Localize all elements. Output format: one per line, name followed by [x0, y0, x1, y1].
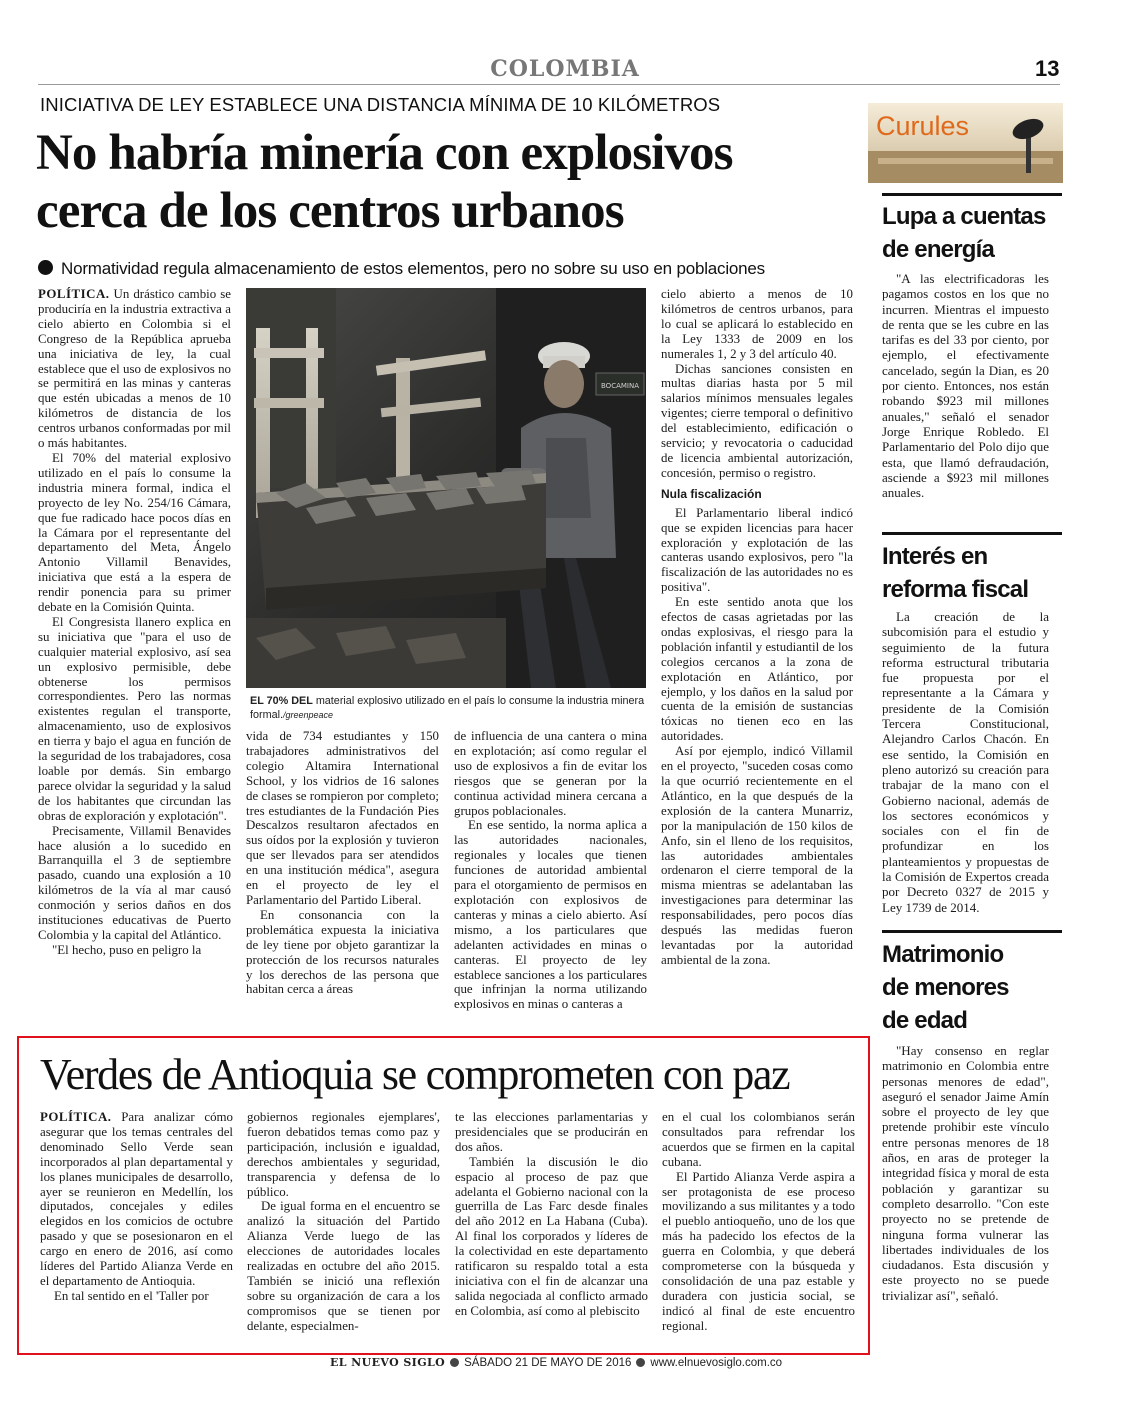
bullet-dot-icon: [38, 260, 53, 275]
article-column-2: [246, 729, 439, 997]
photo-caption: EL 70% DEL material explosivo utilizado en el país lo consume la industria minera formal./greenpeace: [250, 695, 645, 721]
header-rule: [38, 84, 1060, 85]
podium-microphone-icon: [868, 103, 1063, 183]
article-column-4: [661, 287, 853, 968]
sidebar-item-text: La creación de la subcomisión para el estudio y seguimiento de la futura reforma estructural tributaria fue propuesta por el representante a la Cámara y presidente de la Comisión Tercera Constitucional, Alejandro Carlos Chacón. En ese sentido, la Comisión en pleno autorizó su creación para trabajar de la mano con el Gobierno nacional, además de los sectores económicos y sociales con el fin de profundizar en los planteamientos y propuestas de la Comisión de Expertos creada por Decreto 0327 de 2015 y Ley 1739 de 2014.: [882, 609, 1049, 915]
miner-mine-cart-image: [246, 288, 646, 688]
sidebar-rule: [882, 532, 1062, 535]
paragraph: vida de 734 estudiantes y 150 trabajadores administrativos del colegio Altamira International School, y los vidrios de 16 salones de clases se rompieron por completo; tres estudiantes de la Fundación Pies Descalzos resultaron afectados en sus oídos por la explosión y tuvieron que ser llevados para ser atendidos en una institución médica", asegura en el proyecto de ley el Parlamentario del Partido Liberal.: [246, 729, 439, 907]
article-subheadline: [38, 259, 868, 279]
paragraph: En este sentido anota que los efectos de casas agrietadas por las ondas explosivas, el riesgo para la población infantil y estudiantil de los colegios cercanos a la zona de explotación en Atlántico, por ejemplo, y los daños en la salud por cuenta de la emisión de sustancias tóxicas no tienen eco en las autoridades.: [661, 595, 853, 744]
boxed-column-2: [247, 1110, 440, 1334]
boxed-column-1: [40, 1110, 233, 1304]
sidebar-item-text: "A las electrificadoras les pagamos costos en los que no incurren. Mientras el impuesto de renta que se les cubre en las tarifas es del 33 por ciento, por ejemplo, el efectivamente cancelado, según la Dian, es 20 por ciento. Entonces, nos están robando $923 mil millones anuales," señaló el senador Jorge Enrique Robledo. El Parlamentario del Polo dijo que esta, que llamó defraudación, asciende a $923 mil millones anuales.: [882, 271, 1049, 501]
sidebar-item-title: Interés en reforma fiscal: [882, 543, 1029, 603]
curules-label: Curules: [876, 111, 970, 141]
paragraph: El Partido Alianza Verde aspira a ser protagonista de ese proceso movilizando a sus militantes y a todo el pueblo antioqueño, uno de los que más ha padecido los efectos de la guerra en Colombia, y que deberá comprometerse con la búsqueda y consolidación de una paz estable y duradera con justicia social, se indicó al final de este encuentro regional.: [662, 1169, 855, 1333]
paragraph: de influencia de una cantera o mina en explotación; así como regular el uso de explosivos a fin de evitar los riesgos que se generan por la continua actividad minera cercana a grupos poblacionales.: [454, 729, 647, 818]
article-headline: [36, 124, 866, 240]
paragraph: En consonancia con la problemática expuesta la iniciativa de ley tiene por objeto garantizar la protección de los recursos naturales y los derechos de las persona que habitan cerca a áreas: [246, 907, 439, 997]
paragraph: El Congresista llanero explica en su iniciativa que "para el uso de cualquier material explosivo, así sea un explosivo permisible, debe obtenerse los permisos correspondientes. Pero las normas existentes regulan el transporte, almacenamiento, uso de explosivos en tierra y bajo el agua en función de la seguridad de los trabajadores, cosa loable por demás. Sin embargo parece olvidar la seguridad y la salud de los habitantes que circundan las obras de exploración y explotación".: [38, 614, 231, 823]
paragraph: en el cual los colombianos serán consultados para refrendar los acuerdos que se firmen en la capital cubana.: [662, 1110, 855, 1169]
sidebar-rule: [882, 193, 1062, 196]
paragraph: En ese sentido, la norma aplica a las autoridades nacionales, regionales y locales que tienen funciones de autoridad ambiental para el otorgamiento de permisos en explotación con explosivos de canteras y minas a cielo abierto. Así mismo, a los particulares que adelanten actividades en minas o canteras. El proyecto de ley establece sanciones a los particulares que infrinjan la norma utilizando explosivos en minas o canteras a: [454, 818, 647, 1012]
paragraph: cielo abierto a menos de 10 kilómetros de centros urbanos, para lo cual se aplicará lo establecido en la Ley 1333 de 2009 en los numerales 1, 2 y 3 del artículo 40.: [661, 287, 853, 361]
headline-line-2: cerca de los centros urbanos: [36, 183, 624, 239]
bullet-dot-icon: [450, 1358, 459, 1367]
publication-date: SÁBADO 21 DE MAYO DE 2016: [464, 1357, 632, 1369]
paragraph: También la discusión le dio espacio al proceso de paz que adelanta el Gobierno nacional con la guerrilla de Las Farc desde finales del año 2012 en La Habana (Cuba). Al final los corporados y líderes de la colectividad en este departamento ratificaron su respaldo total a esta iniciativa con el fin de alcanzar una salida negociada al conflicto armado en Colombia, así como al plebiscito: [455, 1154, 648, 1318]
paragraph: En tal sentido en el 'Taller por: [54, 1288, 209, 1303]
paragraph: El Parlamentario liberal indicó que se expiden licencias para hacer exploración y explotación de las canteras usando explosivos, pero "la fiscalización de las autoridades no es positiva".: [661, 505, 853, 595]
section-lead: POLÍTICA.: [40, 1110, 112, 1124]
newspaper-name: EL NUEVO SIGLO: [330, 1356, 446, 1369]
sidebar-item-text: "Hay consenso en reglar matrimonio en Colombia entre personas menores de edad", aseguró el senador Jaime Amín sobre el proyecto de ley que pretende prohibir este vínculo entre personas menores de 18 años, en aras de proteger la integridad física y moral de esta población y garantizar su completo desarrollo. "Con este proyecto no se pretende de ninguna forma vulnerar las libertades individuales de los ciudadanos. Esta discusión y este proyecto no se puede trivializar así", señaló.: [882, 1043, 1049, 1303]
section-subhead: Nula fiscalización: [661, 486, 762, 501]
paragraph: "El hecho, puso en peligro la: [52, 942, 202, 957]
boxed-article-headline: Verdes de Antioquia se comprometen con paz: [40, 1050, 790, 1099]
bocamina-sign: BOCAMINA: [601, 382, 639, 390]
photo-credit: /greenpeace: [283, 710, 334, 720]
page-footer: [330, 1356, 890, 1369]
sidebar-item-title: Matrimonio de menores de edad: [882, 941, 1009, 1034]
boxed-column-3: [455, 1110, 648, 1319]
section-lead: POLÍTICA.: [38, 287, 110, 301]
sidebar-item-title: Lupa a cuentas de energía: [882, 203, 1046, 263]
paragraph: Dichas sanciones consisten en multas diarias hasta por 5 mil salarios mínimos mensuales legales vigentes; cierre temporal o definitivo del establecimiento, edificación o servicio; y revocatoria o caducidad de licencia ambiental autorización, concesión, permiso o registro.: [661, 361, 853, 480]
section-name: COLOMBIA: [490, 56, 640, 82]
article-column-1: [38, 287, 231, 958]
page-number: 13: [1035, 56, 1060, 81]
paragraph: El 70% del material explosivo utilizado en el país lo consume la industria minera formal, indica el proyecto de ley No. 254/16 Cámara, que fue radicado hace pocos días en la Cámara por el representante del departamento del Meta, Ángelo Antonio Villamil Benavides, iniciativa que está a la espera de rendir ponencia para su primer debate en la Comisión Quinta.: [38, 450, 231, 615]
headline-line-1: No habría minería con explosivos: [36, 125, 733, 181]
sidebar-rule: [882, 930, 1062, 933]
paragraph: POLÍTICA. Para analizar cómo asegurar que los temas centrales del denominado Sello Verde sean incorporados al plan departamental y los planes municipales de desarrollo, ayer se reunieron en Medellín, los diputados, concejales y ediles elegidos en los comicios de octubre pasado y que se posesionaron en el cargo en enero de 2016, así como líderes del Partido Alianza Verde en el departamento de Antioquia.: [40, 1110, 233, 1288]
curules-banner: [868, 103, 1063, 183]
paragraph: De igual forma en el encuentro se analizó la situación del Partido Alianza Verde luego de las elecciones de autoridades locales realizadas en octubre del año 2015. También se inició una reflexión sobre su organización de cara a los compromisos que se tienen por delante, especialmen-: [247, 1199, 440, 1333]
paragraph: POLÍTICA. Un drástico cambio se produciría en la industria extractiva a cielo abierto en Colombia si el Congreso de la República aprueba una iniciativa de ley, la cual establece que el uso de explosivos no se permitirá en las minas y canteras que estén ubicadas a menos de 10 kilómetros de distancia de los centros urbanos conformadas por mil o más habitantes.: [38, 287, 231, 451]
bullet-dot-icon: [636, 1358, 645, 1367]
paragraph: Así por ejemplo, indicó Villamil en el proyecto, "suceden cosas como la que ocurrió recientemente en el Atlántico, en la que después de la explosión de la cantera Munarriz, por la manipulación de 150 kilos de Anfo, sin el lleno de los requisitos, las autoridades ambientales ordenaron el cierre temporal de la misma mientras se adelantaban las investigaciones para determinar las responsabilidades, pero pocos días después las medidas fueron levantadas por la autoridad ambiental de la zona.: [661, 744, 853, 967]
paragraph: te las elecciones parlamentarias y presidenciales que se producirán en dos años.: [455, 1110, 648, 1154]
article-kicker: INICIATIVA DE LEY ESTABLECE UNA DISTANCIA MÍNIMA DE 10 KILÓMETROS: [40, 94, 721, 115]
mine-photo: [246, 288, 646, 688]
article-column-3: [454, 729, 647, 1012]
website-url: www.elnuevosiglo.com.co: [650, 1357, 783, 1369]
paragraph: Precisamente, Villamil Benavides hace alusión a lo sucedido en Barranquilla el 3 de septiembre pasado, cuando una explosión a 10 kilómetros de la vía al mar causó conmoción y serios daños en dos instituciones educativas de Puerto Colombia y la capital del Atlántico.: [38, 823, 231, 942]
subheadline-text: Normatividad regula almacenamiento de estos elementos, pero no sobre su uso en poblaciones: [61, 259, 765, 278]
boxed-column-4: [662, 1110, 855, 1334]
paragraph: gobiernos regionales ejemplares', fueron debatidos temas como paz y participación, inclusión e igualdad, derechos ambientales y seguridad, transparencia y defensa de lo público.: [247, 1110, 440, 1199]
